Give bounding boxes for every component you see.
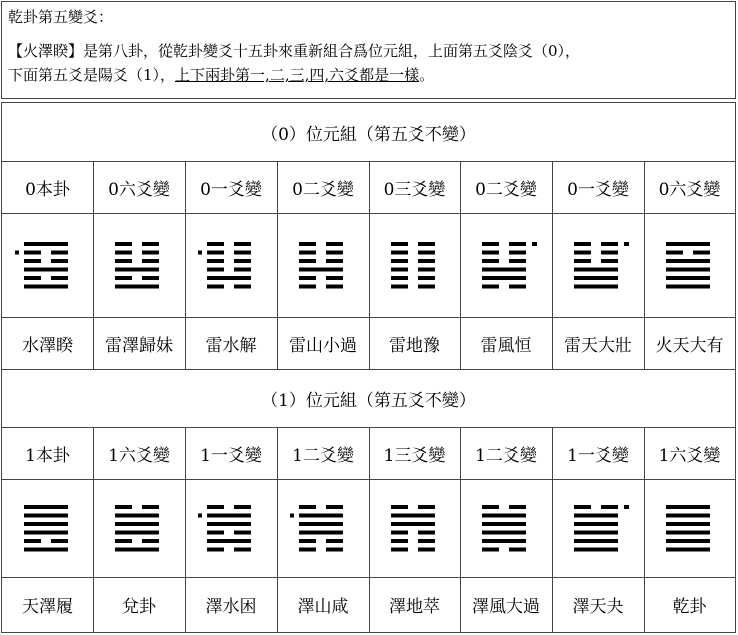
hexagram-symbol [2,213,93,317]
yang-line [299,531,343,535]
left-marker [198,514,202,518]
yin-line-segment [326,276,343,280]
yang-line [207,514,251,518]
yang-line [24,531,68,535]
yin-line-segment [418,251,435,255]
hexagram-svg [2,213,93,317]
change-label: 0六爻變 [658,179,721,200]
yin-line-segment [326,242,343,246]
change-label: 0本卦 [25,179,70,200]
yin-line-segment [482,548,499,552]
change-label: 1二爻變 [475,445,537,466]
yang-line [482,522,526,526]
yin-line-segment [509,505,526,509]
yin-line-segment [51,259,68,263]
change-label: 0二爻變 [292,179,354,200]
yin-line-segment [207,242,224,246]
yin-line-segment [326,548,343,552]
hexagram-symbol [369,213,460,317]
yin-line-segment [299,276,316,280]
yang-line [24,268,68,272]
change-label: 0三爻變 [383,179,446,200]
yin-line-segment [299,251,316,255]
hexagram-symbol [185,213,277,317]
yin-line-segment [574,259,591,263]
hexagram-symbol [277,213,369,317]
yang-line [574,276,618,280]
yin-line-segment [391,242,408,246]
yin-line-segment [391,268,408,272]
hexagram-symbol [185,479,277,577]
yin-line-segment [142,251,159,255]
change-label: 1三爻變 [383,445,446,466]
hexagram-symbol [460,213,552,317]
header-line-2: 【火澤睽】是第八卦，從乾卦變爻十五卦來重新組合爲位元組，上面第五爻陰爻（0）， [8,42,581,60]
yin-line-segment [207,259,224,263]
change-label: 1六爻變 [108,445,170,466]
yin-line-segment [391,276,408,280]
yin-line-segment [326,539,343,543]
hexagram-name: 雷天大壯 [564,335,632,356]
yin-line-segment [418,531,435,535]
yin-line-segment [24,276,41,280]
yin-line-segment [24,251,41,255]
yin-line-segment [207,548,224,552]
yang-line [391,514,435,518]
hexagram-name: 澤風大過 [472,597,540,617]
hexagram-svg [277,479,369,577]
hexagram-symbol [277,479,369,577]
yin-line-segment [509,285,526,289]
yin-line-segment [391,259,408,263]
yang-line [115,548,159,552]
hexagram-symbol [644,479,735,577]
hexagram-name: 雷風恒 [480,335,532,356]
yang-line [299,522,343,526]
yang-line [482,531,526,535]
yin-line-segment [391,251,408,255]
change-label: 0一爻變 [200,179,262,200]
yang-line [574,531,618,535]
yang-line [207,276,251,280]
change-label: 1二爻變 [292,445,354,466]
hexagram-symbol [460,479,552,577]
changing-line-marker [532,242,537,246]
yin-line-segment [418,548,435,552]
hexagram-name: 雷水解 [205,335,257,356]
yin-line-segment [509,242,526,246]
yin-line-segment [391,539,408,543]
change-label: 0六爻變 [108,179,170,200]
hexagram-svg [644,213,735,317]
hexagram-name: 火天大有 [655,335,724,356]
yin-line-segment [51,539,68,543]
yin-line-segment [207,505,224,509]
hexagram-symbol [369,479,460,577]
hexagram-symbol [644,213,735,317]
yin-line-segment [24,259,41,263]
yin-line-segment [509,548,526,552]
yang-line [666,242,710,246]
change-label: 1一爻變 [567,445,629,466]
yin-line-segment [482,505,499,509]
header-line-3-end: 。 [419,66,435,84]
yin-line-segment [326,251,343,255]
yin-line-segment [115,276,132,280]
yang-line [24,242,68,246]
yang-line [574,268,618,272]
yin-line-segment [142,539,159,543]
yin-line-segment [391,548,408,552]
yin-line-segment [299,505,316,509]
yang-line [115,285,159,289]
yang-line [24,548,68,552]
yin-line-segment [666,251,683,255]
yin-line-segment [391,531,408,535]
yang-line [207,522,251,526]
yang-line [666,522,710,526]
yin-line-segment [234,505,251,509]
hexagram-svg [369,479,460,577]
hexagram-name: 雷地豫 [389,335,440,356]
change-label: 1六爻變 [658,445,721,466]
yang-line [482,276,526,280]
yin-line-segment [509,259,526,263]
hexagram-name: 雷澤歸妹 [105,335,173,356]
hexagram-svg [552,213,644,317]
hexagram-svg [93,213,185,317]
header-line-3-plain: 下面第五爻是陽爻（1）， [8,66,176,84]
yang-line [574,514,618,518]
group1-title: （1）位元組（第五爻不變） [261,390,476,411]
hexagram-name: 水澤睽 [22,335,73,356]
yin-line-segment [482,251,499,255]
yin-line-segment [207,251,224,255]
hexagram-svg [185,479,277,577]
yang-line [115,514,159,518]
yin-line-segment [391,285,408,289]
hexagram-symbol [552,213,644,317]
yin-line-segment [234,251,251,255]
yin-line-segment [115,259,132,263]
yin-line-segment [234,242,251,246]
hexagram-name: 天澤履 [22,597,73,617]
left-marker [290,514,294,518]
yang-line [115,522,159,526]
hexagram-svg [2,479,93,577]
yang-line [207,539,251,543]
hexagram-svg [644,479,735,577]
yin-line-segment [418,268,435,272]
yin-line-segment [115,505,132,509]
yin-line-segment [418,505,435,509]
header-box [1,1,736,99]
yang-line [666,259,710,263]
yin-line-segment [299,285,316,289]
header-line-3 [8,66,434,85]
yin-line-segment [299,242,316,246]
hexagram-symbol [93,213,185,317]
yin-line-segment [207,268,224,272]
yang-line [24,505,68,509]
yin-line-segment [142,242,159,246]
yin-line-segment [234,259,251,263]
yang-line [574,548,618,552]
yang-line [666,548,710,552]
yin-line-segment [299,548,316,552]
yin-line-segment [418,285,435,289]
header-line-3-underlined: 上下兩卦第一,二,三,四,六爻都是一樣 [175,66,420,84]
yang-line [115,531,159,535]
yang-line [666,268,710,272]
yang-line [666,285,710,289]
group0-title: （0）位元組（第五爻不變） [261,124,476,145]
hexagram-symbol [93,479,185,577]
yang-line [574,522,618,526]
yin-line-segment [51,251,68,255]
hexagram-table [1,102,736,633]
yin-line-segment [418,242,435,246]
yang-line [574,539,618,543]
yang-line [666,276,710,280]
yin-line-segment [601,242,618,246]
yang-line [574,285,618,289]
yin-line-segment [418,539,435,543]
yin-line-segment [299,259,316,263]
hexagram-name: 澤地萃 [389,597,440,617]
hexagram-symbol [552,479,644,577]
yin-line-segment [482,285,499,289]
yin-line-segment [234,548,251,552]
yin-line-segment [142,505,159,509]
yin-line-segment [574,251,591,255]
yin-line-segment [574,505,591,509]
yin-line-segment [601,505,618,509]
yang-line [482,514,526,518]
change-label: 0一爻變 [567,179,629,200]
yin-line-segment [326,285,343,289]
changing-line-marker [624,242,629,246]
yang-line [482,539,526,543]
yang-line [391,522,435,526]
yang-line [666,539,710,543]
hexagram-name: 澤水困 [205,597,257,617]
yin-line-segment [234,268,251,272]
yin-line-segment [601,259,618,263]
yin-line-segment [234,285,251,289]
yin-line-segment [115,242,132,246]
yin-line-segment [418,276,435,280]
hexagram-svg [93,479,185,577]
yin-line-segment [142,259,159,263]
yang-line [482,268,526,272]
yin-line-segment [234,531,251,535]
hexagram-svg [460,213,552,317]
change-label: 1本卦 [25,445,70,466]
yin-line-segment [51,276,68,280]
yin-line-segment [482,259,499,263]
yin-line-segment [115,539,132,543]
yang-line [666,505,710,509]
hexagram-svg [552,479,644,577]
yin-line-segment [482,242,499,246]
yang-line [24,285,68,289]
yin-line-segment [207,531,224,535]
yang-line [24,514,68,518]
yin-line-segment [326,505,343,509]
hexagram-name: 兌卦 [122,597,156,617]
yin-line-segment [115,251,132,255]
hexagram-svg [277,213,369,317]
yang-line [115,268,159,272]
change-label: 0二爻變 [475,179,537,200]
hexagram-name: 澤山咸 [297,597,349,617]
yang-line [24,522,68,526]
hexagram-svg [185,213,277,317]
yin-line-segment [326,259,343,263]
hexagram-name: 雷山小過 [289,335,357,356]
yin-line-segment [693,251,710,255]
yin-line-segment [299,539,316,543]
hexagram-symbol [2,479,93,577]
yang-line [299,514,343,518]
hexagram-name: 澤天夬 [572,597,624,617]
yang-line [666,531,710,535]
hexagram-svg [369,213,460,317]
change-label: 1一爻變 [200,445,262,466]
yin-line-segment [574,242,591,246]
hexagram-svg [460,479,552,577]
yin-line-segment [509,251,526,255]
yin-line-segment [391,505,408,509]
yang-line [299,268,343,272]
left-marker [198,251,202,255]
yang-line [666,514,710,518]
header-line-1: 乾卦第五變爻： [8,8,114,26]
yin-line-segment [418,259,435,263]
yin-line-segment [207,285,224,289]
hexagram-name: 乾卦 [672,597,707,617]
yin-line-segment [601,251,618,255]
yin-line-segment [24,539,41,543]
yin-line-segment [142,276,159,280]
left-marker [15,251,19,255]
changing-line-marker [624,505,629,509]
